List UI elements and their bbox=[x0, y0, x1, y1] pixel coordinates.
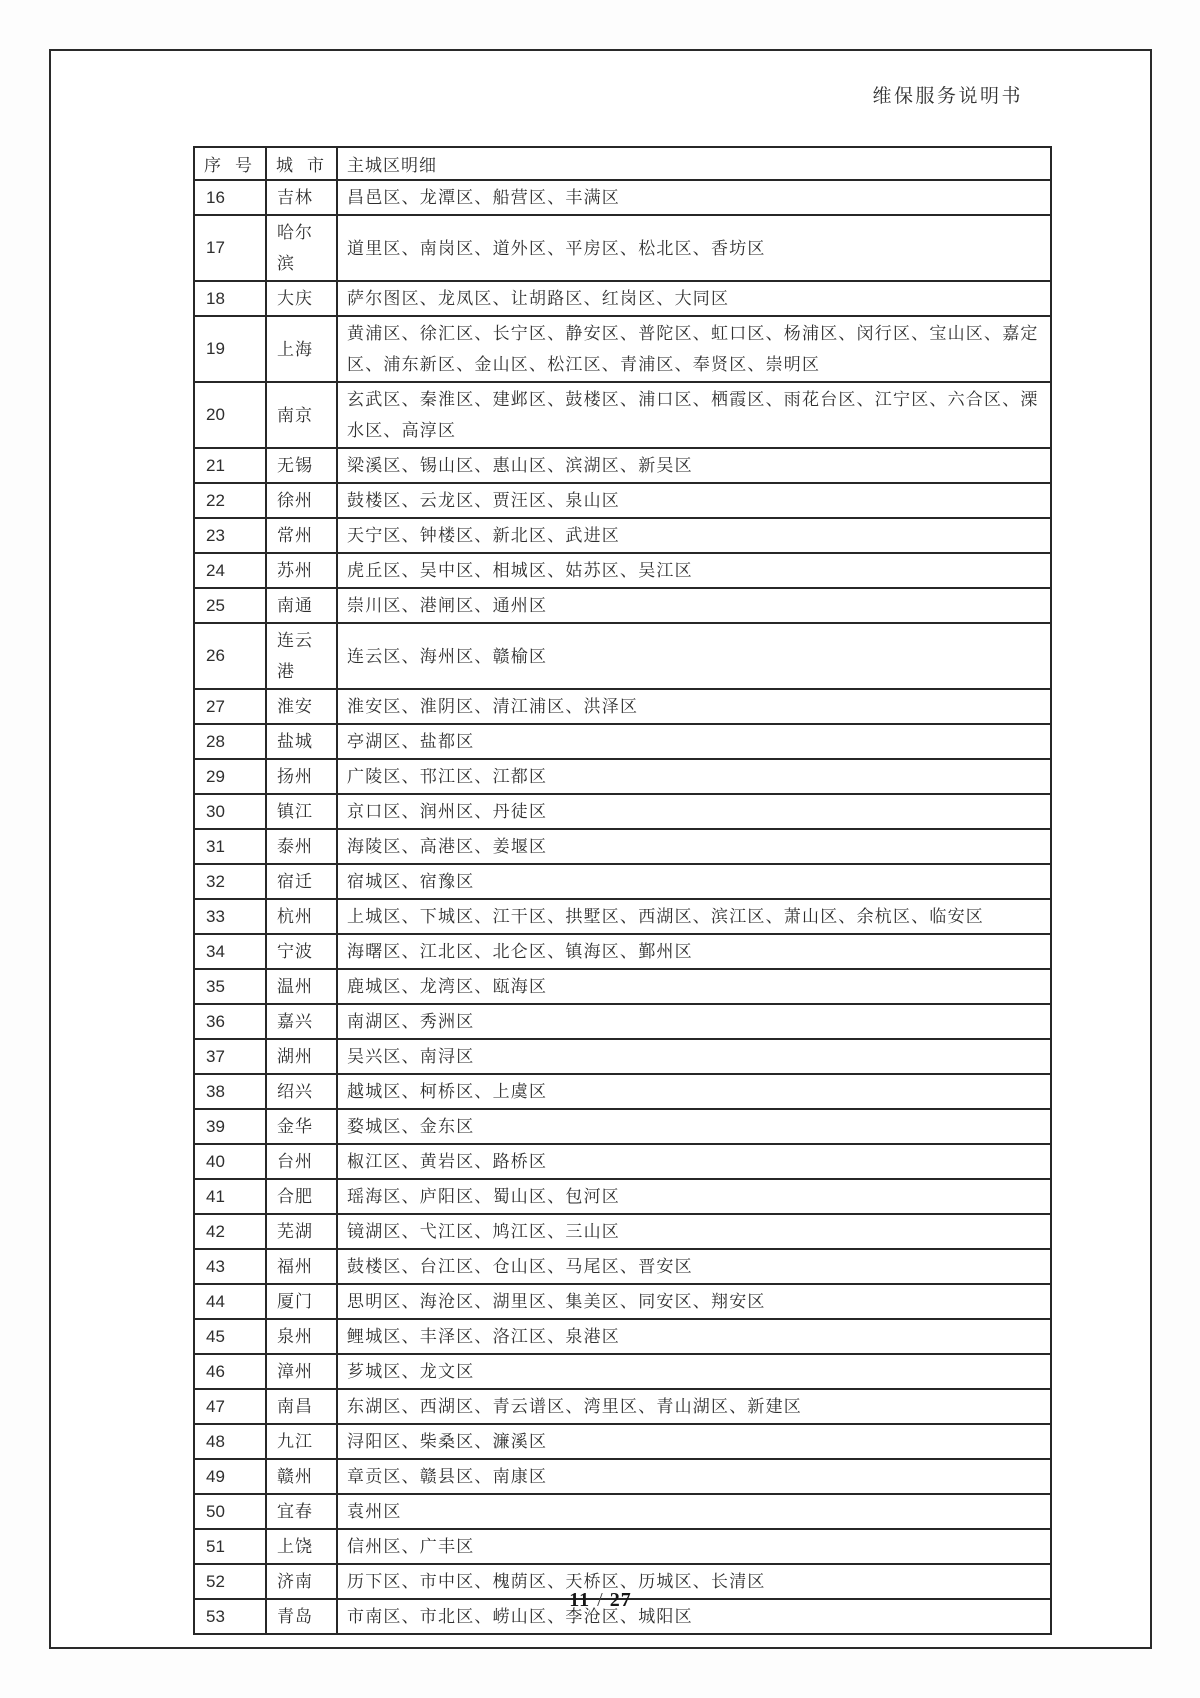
districts-cell: 梁溪区、锡山区、惠山区、滨湖区、新吴区 bbox=[337, 448, 1051, 483]
row-number-cell: 40 bbox=[194, 1144, 266, 1179]
districts-cell: 昌邑区、龙潭区、船营区、丰满区 bbox=[337, 180, 1051, 215]
row-number-cell: 47 bbox=[194, 1389, 266, 1424]
current-page-number: 11 bbox=[569, 1589, 591, 1611]
row-number-cell: 39 bbox=[194, 1109, 266, 1144]
row-number-cell: 36 bbox=[194, 1004, 266, 1039]
city-cell: 芜湖 bbox=[266, 1214, 337, 1249]
table-row bbox=[194, 382, 1051, 448]
districts-cell: 京口区、润州区、丹徒区 bbox=[337, 794, 1051, 829]
city-cell: 台州 bbox=[266, 1144, 337, 1179]
row-number-cell: 51 bbox=[194, 1529, 266, 1564]
table-row bbox=[194, 623, 1051, 689]
row-number-cell: 35 bbox=[194, 969, 266, 1004]
city-cell: 青岛 bbox=[266, 1599, 337, 1634]
city-cell: 吉林 bbox=[266, 180, 337, 215]
districts-cell: 萨尔图区、龙凤区、让胡路区、红岗区、大同区 bbox=[337, 281, 1051, 316]
table-row bbox=[194, 281, 1051, 316]
table-row bbox=[194, 483, 1051, 518]
row-number-cell: 34 bbox=[194, 934, 266, 969]
row-number-cell: 17 bbox=[194, 215, 266, 281]
city-cell: 绍兴 bbox=[266, 1074, 337, 1109]
table-row bbox=[194, 1214, 1051, 1249]
row-number-cell: 49 bbox=[194, 1459, 266, 1494]
city-cell: 上海 bbox=[266, 316, 337, 382]
page-number-footer bbox=[51, 1589, 1150, 1612]
districts-cell: 越城区、柯桥区、上虞区 bbox=[337, 1074, 1051, 1109]
row-number-cell: 48 bbox=[194, 1424, 266, 1459]
row-number-cell: 25 bbox=[194, 588, 266, 623]
row-number-cell: 30 bbox=[194, 794, 266, 829]
document-header-title: 维保服务说明书 bbox=[872, 86, 1023, 107]
districts-cell: 婺城区、金东区 bbox=[337, 1109, 1051, 1144]
table-row bbox=[194, 1389, 1051, 1424]
table-row bbox=[194, 864, 1051, 899]
table-row bbox=[194, 1529, 1051, 1564]
row-number-cell: 29 bbox=[194, 759, 266, 794]
city-cell: 宿迁 bbox=[266, 864, 337, 899]
districts-cell: 鼓楼区、台江区、仓山区、马尾区、晋安区 bbox=[337, 1249, 1051, 1284]
districts-cell: 南湖区、秀洲区 bbox=[337, 1004, 1051, 1039]
city-cell: 宜春 bbox=[266, 1494, 337, 1529]
city-cell: 哈尔滨 bbox=[266, 215, 337, 281]
city-cell: 无锡 bbox=[266, 448, 337, 483]
row-number-cell: 20 bbox=[194, 382, 266, 448]
city-cell: 常州 bbox=[266, 518, 337, 553]
row-number-cell: 26 bbox=[194, 623, 266, 689]
city-cell: 杭州 bbox=[266, 899, 337, 934]
city-cell: 南昌 bbox=[266, 1389, 337, 1424]
table-header-row bbox=[194, 147, 1051, 180]
city-cell: 赣州 bbox=[266, 1459, 337, 1494]
city-cell: 淮安 bbox=[266, 689, 337, 724]
row-number-cell: 37 bbox=[194, 1039, 266, 1074]
city-cell: 厦门 bbox=[266, 1284, 337, 1319]
districts-cell: 黄浦区、徐汇区、长宁区、静安区、普陀区、虹口区、杨浦区、闵行区、宝山区、嘉定区、浦东新区、金山区、松江区、青浦区、奉贤区、崇明区 bbox=[337, 316, 1051, 382]
districts-cell: 海陵区、高港区、姜堰区 bbox=[337, 829, 1051, 864]
city-cell: 嘉兴 bbox=[266, 1004, 337, 1039]
table-row bbox=[194, 1144, 1051, 1179]
table-row bbox=[194, 316, 1051, 382]
table-row bbox=[194, 724, 1051, 759]
districts-cell: 鹿城区、龙湾区、瓯海区 bbox=[337, 969, 1051, 1004]
column-header-city: 城市 bbox=[266, 147, 337, 180]
page-number-separator: / bbox=[597, 1589, 603, 1611]
table-row bbox=[194, 1039, 1051, 1074]
row-number-cell: 50 bbox=[194, 1494, 266, 1529]
districts-cell: 虎丘区、吴中区、相城区、姑苏区、吴江区 bbox=[337, 553, 1051, 588]
city-cell: 南通 bbox=[266, 588, 337, 623]
row-number-cell: 18 bbox=[194, 281, 266, 316]
row-number-cell: 46 bbox=[194, 1354, 266, 1389]
city-cell: 盐城 bbox=[266, 724, 337, 759]
table-row bbox=[194, 1004, 1051, 1039]
city-cell: 合肥 bbox=[266, 1179, 337, 1214]
row-number-cell: 45 bbox=[194, 1319, 266, 1354]
city-cell: 宁波 bbox=[266, 934, 337, 969]
row-number-cell: 27 bbox=[194, 689, 266, 724]
table-row bbox=[194, 934, 1051, 969]
districts-cell: 椒江区、黄岩区、路桥区 bbox=[337, 1144, 1051, 1179]
row-number-cell: 16 bbox=[194, 180, 266, 215]
city-cell: 镇江 bbox=[266, 794, 337, 829]
city-cell: 苏州 bbox=[266, 553, 337, 588]
districts-cell: 市南区、市北区、崂山区、李沧区、城阳区 bbox=[337, 1599, 1051, 1634]
city-cell: 泉州 bbox=[266, 1319, 337, 1354]
table-row bbox=[194, 1284, 1051, 1319]
table-row bbox=[194, 588, 1051, 623]
row-number-cell: 19 bbox=[194, 316, 266, 382]
districts-cell: 玄武区、秦淮区、建邺区、鼓楼区、浦口区、栖霞区、雨花台区、江宁区、六合区、溧水区、高淳区 bbox=[337, 382, 1051, 448]
districts-cell: 广陵区、邗江区、江都区 bbox=[337, 759, 1051, 794]
city-cell: 金华 bbox=[266, 1109, 337, 1144]
table-row bbox=[194, 1249, 1051, 1284]
row-number-cell: 23 bbox=[194, 518, 266, 553]
city-cell: 温州 bbox=[266, 969, 337, 1004]
city-cell: 扬州 bbox=[266, 759, 337, 794]
row-number-cell: 43 bbox=[194, 1249, 266, 1284]
row-number-cell: 32 bbox=[194, 864, 266, 899]
districts-cell: 章贡区、赣县区、南康区 bbox=[337, 1459, 1051, 1494]
city-cell: 大庆 bbox=[266, 281, 337, 316]
districts-cell: 信州区、广丰区 bbox=[337, 1529, 1051, 1564]
row-number-cell: 52 bbox=[194, 1564, 266, 1599]
city-cell: 泰州 bbox=[266, 829, 337, 864]
row-number-cell: 38 bbox=[194, 1074, 266, 1109]
table-row bbox=[194, 1179, 1051, 1214]
districts-cell: 浔阳区、柴桑区、濂溪区 bbox=[337, 1424, 1051, 1459]
table-row bbox=[194, 1459, 1051, 1494]
districts-cell: 宿城区、宿豫区 bbox=[337, 864, 1051, 899]
city-cell: 济南 bbox=[266, 1564, 337, 1599]
city-cell: 南京 bbox=[266, 382, 337, 448]
districts-cell: 吴兴区、南浔区 bbox=[337, 1039, 1051, 1074]
row-number-cell: 42 bbox=[194, 1214, 266, 1249]
districts-cell: 上城区、下城区、江干区、拱墅区、西湖区、滨江区、萧山区、余杭区、临安区 bbox=[337, 899, 1051, 934]
table-row bbox=[194, 689, 1051, 724]
table-row bbox=[194, 829, 1051, 864]
table-row bbox=[194, 518, 1051, 553]
column-header-district-detail: 主城区明细 bbox=[337, 147, 1051, 180]
row-number-cell: 44 bbox=[194, 1284, 266, 1319]
districts-cell: 历下区、市中区、槐荫区、天桥区、历城区、长清区 bbox=[337, 1564, 1051, 1599]
districts-cell: 海曙区、江北区、北仑区、镇海区、鄞州区 bbox=[337, 934, 1051, 969]
table-row bbox=[194, 1494, 1051, 1529]
table-row bbox=[194, 1424, 1051, 1459]
table-row bbox=[194, 1074, 1051, 1109]
city-cell: 徐州 bbox=[266, 483, 337, 518]
column-header-serial-number: 序号 bbox=[194, 147, 266, 180]
districts-cell: 思明区、海沧区、湖里区、集美区、同安区、翔安区 bbox=[337, 1284, 1051, 1319]
city-districts-table bbox=[193, 146, 1052, 1635]
table-row bbox=[194, 1319, 1051, 1354]
row-number-cell: 24 bbox=[194, 553, 266, 588]
districts-cell: 镜湖区、弋江区、鸠江区、三山区 bbox=[337, 1214, 1051, 1249]
table-row bbox=[194, 899, 1051, 934]
districts-cell: 瑶海区、庐阳区、蜀山区、包河区 bbox=[337, 1179, 1051, 1214]
table-row bbox=[194, 1354, 1051, 1389]
districts-cell: 鲤城区、丰泽区、洛江区、泉港区 bbox=[337, 1319, 1051, 1354]
districts-cell: 淮安区、淮阴区、清江浦区、洪泽区 bbox=[337, 689, 1051, 724]
table-row bbox=[194, 180, 1051, 215]
districts-cell: 鼓楼区、云龙区、贾汪区、泉山区 bbox=[337, 483, 1051, 518]
districts-cell: 天宁区、钟楼区、新北区、武进区 bbox=[337, 518, 1051, 553]
table-row bbox=[194, 1109, 1051, 1144]
table-row bbox=[194, 553, 1051, 588]
city-cell: 连云港 bbox=[266, 623, 337, 689]
city-cell: 九江 bbox=[266, 1424, 337, 1459]
row-number-cell: 41 bbox=[194, 1179, 266, 1214]
city-cell: 福州 bbox=[266, 1249, 337, 1284]
row-number-cell: 22 bbox=[194, 483, 266, 518]
districts-cell: 崇川区、港闸区、通州区 bbox=[337, 588, 1051, 623]
row-number-cell: 33 bbox=[194, 899, 266, 934]
districts-cell: 袁州区 bbox=[337, 1494, 1051, 1529]
row-number-cell: 21 bbox=[194, 448, 266, 483]
city-cell: 湖州 bbox=[266, 1039, 337, 1074]
row-number-cell: 31 bbox=[194, 829, 266, 864]
table-row bbox=[194, 215, 1051, 281]
table-row bbox=[194, 969, 1051, 1004]
districts-cell: 亭湖区、盐都区 bbox=[337, 724, 1051, 759]
districts-cell: 芗城区、龙文区 bbox=[337, 1354, 1051, 1389]
districts-cell: 连云区、海州区、赣榆区 bbox=[337, 623, 1051, 689]
city-cell: 漳州 bbox=[266, 1354, 337, 1389]
total-page-count: 27 bbox=[609, 1589, 632, 1611]
city-cell: 上饶 bbox=[266, 1529, 337, 1564]
districts-cell: 道里区、南岗区、道外区、平房区、松北区、香坊区 bbox=[337, 215, 1051, 281]
page-border-frame bbox=[49, 49, 1152, 1649]
row-number-cell: 28 bbox=[194, 724, 266, 759]
table-row bbox=[194, 794, 1051, 829]
row-number-cell: 53 bbox=[194, 1599, 266, 1634]
table-row bbox=[194, 759, 1051, 794]
table-row bbox=[194, 448, 1051, 483]
districts-cell: 东湖区、西湖区、青云谱区、湾里区、青山湖区、新建区 bbox=[337, 1389, 1051, 1424]
